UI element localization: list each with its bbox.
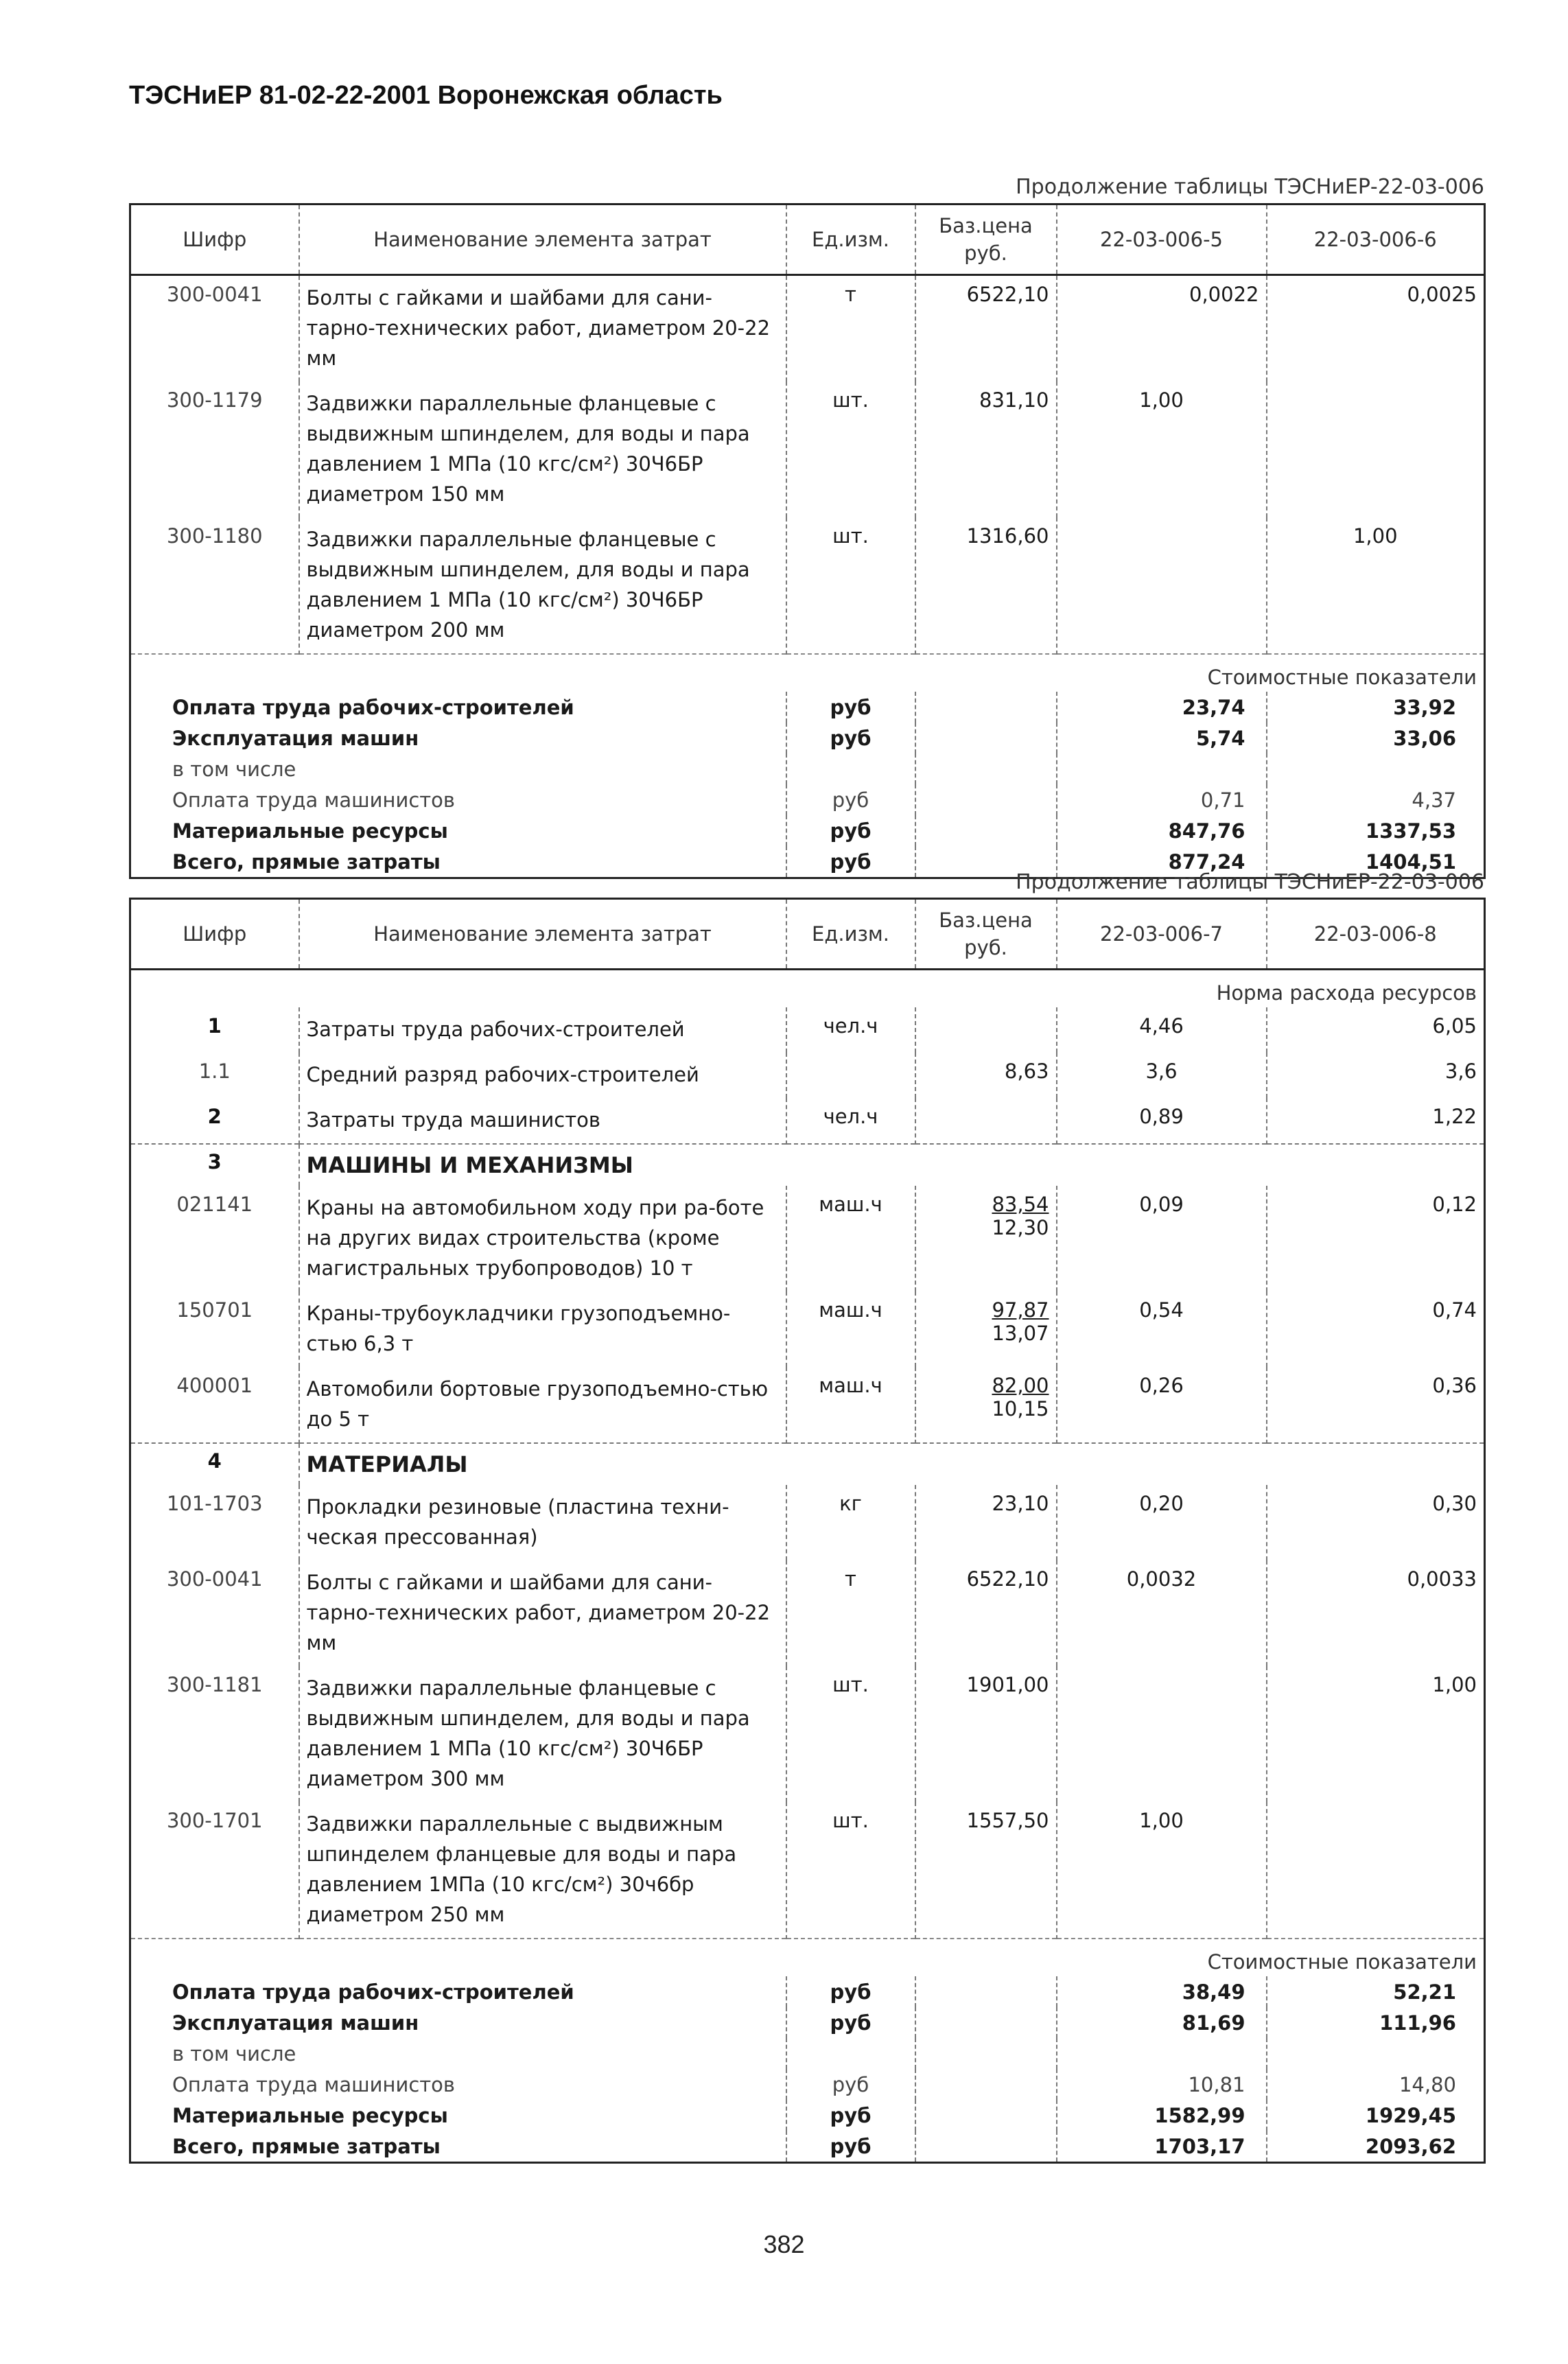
cell-unit: шт.: [786, 1802, 915, 1939]
price-machine-rate: 97,87: [992, 1298, 1049, 1322]
cell-price: [915, 1098, 1057, 1144]
table-row: [130, 517, 1485, 654]
cell-name: Задвижки параллельные фланцевые с выдвижным шпинделем, для воды и пара давлением 1 МПа (10 кгс/см²) 30Ч6БР диаметром 150 мм: [299, 382, 786, 517]
cell-unit: т: [786, 1560, 915, 1666]
cost-unit: руб: [786, 2131, 915, 2163]
col-code-header: Шифр: [130, 899, 299, 970]
cell-value-a: [1057, 1666, 1267, 1802]
cost-value-b: [1267, 2038, 1485, 2069]
cell-price: 1557,50: [915, 1802, 1057, 1939]
table1-caption: Продолжение таблицы ТЭСНиЕР-22-03-006: [1016, 175, 1484, 199]
cell-price: [915, 1367, 1057, 1443]
table1-header-row: [130, 204, 1485, 275]
cell-price: 23,10: [915, 1485, 1057, 1560]
cost-label: Оплата труда рабочих-строителей: [130, 692, 786, 723]
cost-label: Оплата труда рабочих-строителей: [130, 1976, 786, 2007]
cell-unit: [786, 1053, 915, 1098]
cost-row: [130, 2100, 1485, 2131]
cell-price: 8,63: [915, 1053, 1057, 1098]
cell-value-b: [1267, 382, 1485, 517]
cost-row: [130, 692, 1485, 723]
cost-empty: [915, 2100, 1057, 2131]
section-code: 3: [130, 1144, 299, 1186]
cost-empty: [915, 1976, 1057, 2007]
cost-unit: руб: [786, 2007, 915, 2038]
cost-value-a: [1057, 2038, 1267, 2069]
cost-label: Оплата труда машинистов: [130, 2069, 786, 2100]
col-a-header: 22-03-006-5: [1057, 204, 1267, 275]
document-title: ТЭСНиЕР 81-02-22-2001 Воронежская область: [129, 81, 723, 110]
col-price-header: Баз.цена руб.: [915, 899, 1057, 970]
cell-name: Болты с гайками и шайбами для сани-тарно-технических работ, диаметром 20-22 мм: [299, 275, 786, 382]
cost-row: [130, 2131, 1485, 2163]
norm-section-title: Норма расхода ресурсов: [130, 970, 1485, 1008]
cell-code: 300-1180: [130, 517, 299, 654]
cell-code: 400001: [130, 1367, 299, 1443]
cost-value-b: 52,21: [1267, 1976, 1485, 2007]
cell-name: Краны-трубоукладчики грузоподъемно-стью 6,3 т: [299, 1291, 786, 1367]
section-title: МАШИНЫ И МЕХАНИЗМЫ: [299, 1144, 1485, 1186]
cost-empty: [915, 723, 1057, 753]
cost-value-b: 14,80: [1267, 2069, 1485, 2100]
cost-section-title: Стоимостные показатели: [130, 1939, 1485, 1976]
cell-unit: маш.ч: [786, 1186, 915, 1291]
cost-label: в том числе: [130, 2038, 786, 2069]
cost-empty: [915, 692, 1057, 723]
table-row: [130, 1007, 1485, 1053]
cell-code: 1.1: [130, 1053, 299, 1098]
cell-name: Автомобили бортовые грузоподъемно-стью до 5 т: [299, 1367, 786, 1443]
cost-unit: руб: [786, 784, 915, 815]
cell-code: 150701: [130, 1291, 299, 1367]
cell-value-a: 0,26: [1057, 1367, 1267, 1443]
table-row: [130, 1802, 1485, 1939]
cell-value-b: 6,05: [1267, 1007, 1485, 1053]
cost-label: Оплата труда машинистов: [130, 784, 786, 815]
cost-value-b: [1267, 753, 1485, 784]
cell-value-b: 3,6: [1267, 1053, 1485, 1098]
col-price-header: Баз.цена руб.: [915, 204, 1057, 275]
cost-value-b: 1404,51: [1267, 846, 1485, 878]
cell-value-b: 0,12: [1267, 1186, 1485, 1291]
cost-empty: [915, 784, 1057, 815]
col-name-header: Наименование элемента затрат: [299, 899, 786, 970]
col-name-header: Наименование элемента затрат: [299, 204, 786, 275]
cell-name: Задвижки параллельные фланцевые с выдвижным шпинделем, для воды и пара давлением 1 МПа (10 кгс/см²) 30Ч6БР диаметром 300 мм: [299, 1666, 786, 1802]
cell-value-b: [1267, 1802, 1485, 1939]
cell-unit: шт.: [786, 1666, 915, 1802]
col-b-header: 22-03-006-8: [1267, 899, 1485, 970]
cell-unit: маш.ч: [786, 1291, 915, 1367]
cost-unit: руб: [786, 846, 915, 878]
cell-code: 300-1181: [130, 1666, 299, 1802]
cost-empty: [915, 753, 1057, 784]
cell-code: 101-1703: [130, 1485, 299, 1560]
cell-price: 1316,60: [915, 517, 1057, 654]
cost-row: [130, 723, 1485, 753]
cost-value-b: 33,06: [1267, 723, 1485, 753]
cell-name: Задвижки параллельные фланцевые с выдвижным шпинделем, для воды и пара давлением 1 МПа (10 кгс/см²) 30Ч6БР диаметром 200 мм: [299, 517, 786, 654]
cell-price: [915, 1007, 1057, 1053]
cost-value-a: 1703,17: [1057, 2131, 1267, 2163]
cost-section-header: [130, 654, 1485, 692]
cell-code: 2: [130, 1098, 299, 1144]
cost-label: Эксплуатация машин: [130, 2007, 786, 2038]
cell-value-a: [1057, 517, 1267, 654]
cost-section-header: [130, 1939, 1485, 1976]
cell-value-b: 0,30: [1267, 1485, 1485, 1560]
cell-price: 6522,10: [915, 275, 1057, 382]
cell-name: Болты с гайками и шайбами для сани-тарно-технических работ, диаметром 20-22 мм: [299, 1560, 786, 1666]
cost-row: [130, 2069, 1485, 2100]
cost-label: Всего, прямые затраты: [130, 2131, 786, 2163]
cell-price: [915, 1186, 1057, 1291]
cell-code: 300-1701: [130, 1802, 299, 1939]
cost-label: Эксплуатация машин: [130, 723, 786, 753]
cell-value-a: 4,46: [1057, 1007, 1267, 1053]
cell-name: Затраты труда рабочих-строителей: [299, 1007, 786, 1053]
cell-value-b: 0,0033: [1267, 1560, 1485, 1666]
section-row-machines: [130, 1144, 1485, 1186]
cell-code: 300-0041: [130, 275, 299, 382]
cell-value-a: 1,00: [1057, 1802, 1267, 1939]
page-number: 382: [763, 2230, 805, 2258]
cell-unit: маш.ч: [786, 1367, 915, 1443]
cost-empty: [915, 815, 1057, 846]
table-row: [130, 1485, 1485, 1560]
table-row: [130, 1291, 1485, 1367]
cell-price: 831,10: [915, 382, 1057, 517]
cost-value-a: 10,81: [1057, 2069, 1267, 2100]
col-a-header: 22-03-006-7: [1057, 899, 1267, 970]
cell-unit: т: [786, 275, 915, 382]
cost-unit: [786, 753, 915, 784]
table-row: [130, 1666, 1485, 1802]
section-title: МАТЕРИАЛЫ: [299, 1443, 1485, 1485]
col-code-header: Шифр: [130, 204, 299, 275]
cost-value-a: 1582,99: [1057, 2100, 1267, 2131]
cost-value-a: 847,76: [1057, 815, 1267, 846]
cost-value-b: 1929,45: [1267, 2100, 1485, 2131]
section-row-materials: [130, 1443, 1485, 1485]
cell-value-b: 1,22: [1267, 1098, 1485, 1144]
cost-row: [130, 815, 1485, 846]
cost-label: Материальные ресурсы: [130, 2100, 786, 2131]
col-unit-header: Ед.изм.: [786, 204, 915, 275]
cell-value-b: 0,36: [1267, 1367, 1485, 1443]
cell-value-b: 0,74: [1267, 1291, 1485, 1367]
cost-unit: руб: [786, 692, 915, 723]
table-row: [130, 1367, 1485, 1443]
cost-empty: [915, 2038, 1057, 2069]
cost-empty: [915, 2069, 1057, 2100]
cost-row: [130, 2038, 1485, 2069]
cell-unit: чел.ч: [786, 1098, 915, 1144]
cost-unit: руб: [786, 1976, 915, 2007]
cost-value-b: 4,37: [1267, 784, 1485, 815]
price-operator-rate: 12,30: [992, 1216, 1049, 1239]
cell-name: Средний разряд рабочих-строителей: [299, 1053, 786, 1098]
table-row: [130, 1098, 1485, 1144]
cost-section-title: Стоимостные показатели: [130, 654, 1485, 692]
cost-value-a: 81,69: [1057, 2007, 1267, 2038]
section-code: 4: [130, 1443, 299, 1485]
cell-value-a: 0,20: [1057, 1485, 1267, 1560]
cost-value-b: 1337,53: [1267, 815, 1485, 846]
table2-caption: Продолжение таблицы ТЭСНиЕР-22-03-006: [1016, 870, 1484, 894]
table-row: [130, 382, 1485, 517]
col-unit-header: Ед.изм.: [786, 899, 915, 970]
table-2: [129, 898, 1486, 2164]
cost-label: Материальные ресурсы: [130, 815, 786, 846]
table-row: [130, 1186, 1485, 1291]
cell-value-a: 0,54: [1057, 1291, 1267, 1367]
price-operator-rate: 10,15: [992, 1397, 1049, 1420]
table2-header-row: [130, 899, 1485, 970]
cell-unit: чел.ч: [786, 1007, 915, 1053]
cost-unit: [786, 2038, 915, 2069]
price-machine-rate: 83,54: [992, 1193, 1049, 1216]
cell-price: 1901,00: [915, 1666, 1057, 1802]
cost-value-b: 2093,62: [1267, 2131, 1485, 2163]
cost-row: [130, 2007, 1485, 2038]
table-row: [130, 1053, 1485, 1098]
cost-label: Всего, прямые затраты: [130, 846, 786, 878]
cost-value-b: 111,96: [1267, 2007, 1485, 2038]
cell-value-a: 1,00: [1057, 382, 1267, 517]
cell-value-a: 0,89: [1057, 1098, 1267, 1144]
cell-code: 021141: [130, 1186, 299, 1291]
cell-value-b: 1,00: [1267, 1666, 1485, 1802]
cell-name: Задвижки параллельные с выдвижным шпинделем фланцевые для воды и пара давлением 1МПа (10 кгс/см²) 30ч6бр диаметром 250 мм: [299, 1802, 786, 1939]
cell-unit: шт.: [786, 517, 915, 654]
cost-value-a: 0,71: [1057, 784, 1267, 815]
cell-code: 300-0041: [130, 1560, 299, 1666]
cell-value-b: 1,00: [1267, 517, 1485, 654]
cost-value-a: [1057, 753, 1267, 784]
cost-value-a: 877,24: [1057, 846, 1267, 878]
cost-unit: руб: [786, 2069, 915, 2100]
col-b-header: 22-03-006-6: [1267, 204, 1485, 275]
norm-section-header: [130, 970, 1485, 1008]
cost-unit: руб: [786, 815, 915, 846]
cell-value-a: 0,0032: [1057, 1560, 1267, 1666]
cell-unit: кг: [786, 1485, 915, 1560]
cell-name: Прокладки резиновые (пластина техни-ческая прессованная): [299, 1485, 786, 1560]
cell-price: 6522,10: [915, 1560, 1057, 1666]
table-1: [129, 203, 1486, 879]
cost-value-a: 23,74: [1057, 692, 1267, 723]
table-row: [130, 1560, 1485, 1666]
cost-empty: [915, 2007, 1057, 2038]
cost-value-b: 33,92: [1267, 692, 1485, 723]
cost-empty: [915, 2131, 1057, 2163]
cell-value-a: 0,09: [1057, 1186, 1267, 1291]
price-machine-rate: 82,00: [992, 1374, 1049, 1397]
cell-value-b: 0,0025: [1267, 275, 1485, 382]
cell-value-a: 0,0022: [1057, 275, 1267, 382]
cost-value-a: 5,74: [1057, 723, 1267, 753]
cell-unit: шт.: [786, 382, 915, 517]
cost-value-a: 38,49: [1057, 1976, 1267, 2007]
cell-code: 300-1179: [130, 382, 299, 517]
cost-unit: руб: [786, 723, 915, 753]
cell-name: Краны на автомобильном ходу при ра-боте на других видах строительства (кроме магистральных трубопроводов) 10 т: [299, 1186, 786, 1291]
cost-row: [130, 1976, 1485, 2007]
cost-row: [130, 753, 1485, 784]
cost-row: [130, 784, 1485, 815]
cell-value-a: 3,6: [1057, 1053, 1267, 1098]
cell-price: [915, 1291, 1057, 1367]
cost-label: в том числе: [130, 753, 786, 784]
cell-name: Затраты труда машинистов: [299, 1098, 786, 1144]
cost-unit: руб: [786, 2100, 915, 2131]
price-operator-rate: 13,07: [992, 1322, 1049, 1345]
table-row: [130, 275, 1485, 382]
cell-code: 1: [130, 1007, 299, 1053]
